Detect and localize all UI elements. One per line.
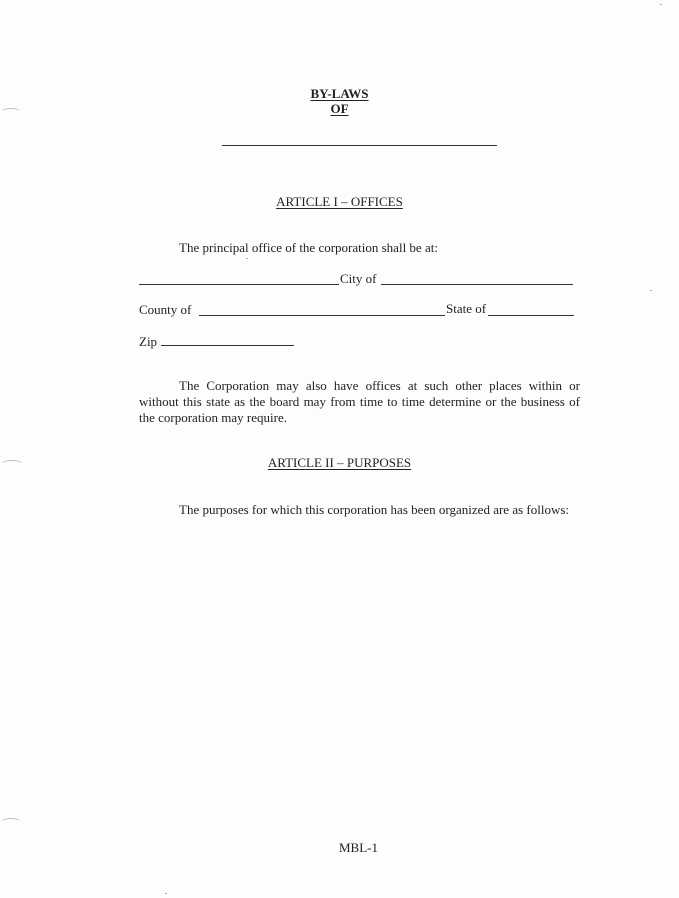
state-blank[interactable] [488,315,574,316]
scan-speck-bottom [165,893,167,894]
article-2-heading: ARTICLE II – PURPOSES [267,455,412,470]
corporation-name-blank[interactable] [222,145,497,146]
article-2-paragraph: The purposes for which this corporation has been organized are as follows: [179,502,570,517]
zip-label: Zip [139,334,158,349]
article-1-paragraph: The Corporation may also have offices at such other places within or without this state as the board may from time to time determine or the business of the corporation may require. [139,378,580,425]
city-blank[interactable] [381,284,573,285]
page-id: MBL-1 [339,840,378,855]
title-of: OF [330,101,349,116]
scan-speck-intro [246,258,248,259]
address-blank[interactable] [139,284,339,285]
article-1-heading: ARTICLE I – OFFICES [276,194,403,209]
city-label: City of [340,271,377,286]
state-label: State of [446,301,487,316]
county-label: County of [139,302,192,317]
scan-speck-right [650,290,652,291]
zip-blank[interactable] [161,345,294,346]
article-1-intro: The principal office of the corporation shall be at: [179,240,438,255]
title-bylaws: BY-LAWS [310,86,369,101]
scan-mark-left-bottom [2,818,20,825]
scan-speck-top-right [660,4,662,5]
county-blank[interactable] [199,315,445,316]
